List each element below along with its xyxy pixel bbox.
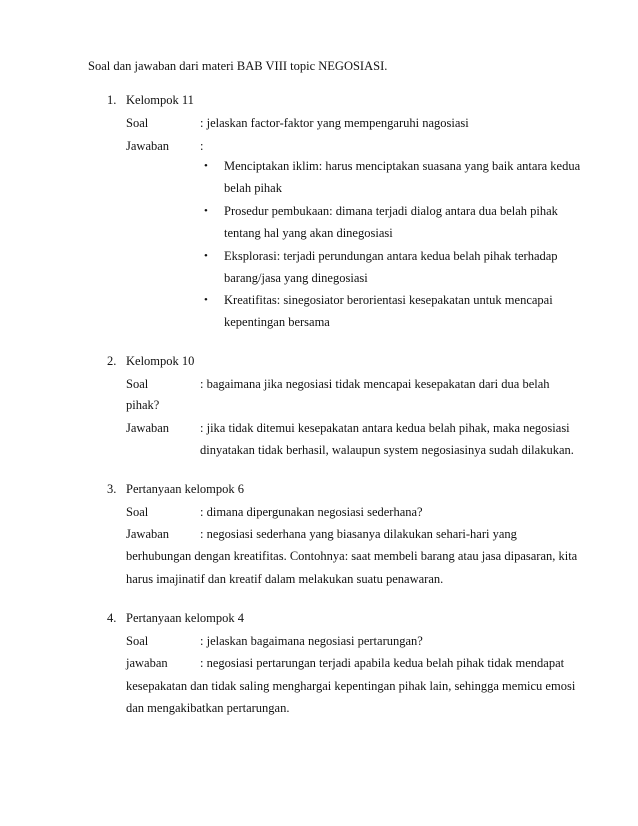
bullet-icon: • [204, 250, 208, 262]
jawaban-text-cont: harus imajinatif dan kreatif dalam melakukan suatu penawaran. [126, 572, 444, 586]
soal-label: Soal [126, 505, 149, 519]
jawaban-text-cont: kesepakatan dan tidak saling menghargai kepentingan pihak lain, sehingga memicu emosi [126, 679, 576, 693]
bullet-text-cont: tentang hal yang akan dinegosiasi [224, 226, 393, 240]
jawaban-label: Jawaban [126, 139, 170, 153]
bullet-icon: • [204, 294, 208, 306]
soal-text: : dimana dipergunakan negosiasi sederhana? [200, 505, 423, 519]
document-title: Soal dan jawaban dari materi BAB VIII topic NEGOSIASI. [88, 59, 388, 73]
soal-label: Soal [126, 634, 149, 648]
bullet-icon: • [204, 205, 208, 217]
jawaban-colon: : [200, 139, 204, 153]
bullet-text: Kreatifitas: sinegosiator berorientasi kesepakatan untuk mencapai [224, 293, 553, 307]
bullet-text: Menciptakan iklim: harus menciptakan suasana yang baik antara kedua [224, 159, 581, 173]
jawaban-text: : jika tidak ditemui kesepakatan antara kedua belah pihak, maka negosiasi [200, 421, 570, 435]
soal-text: : bagaimana jika negosiasi tidak mencapai kesepakatan dari dua belah [200, 377, 550, 391]
item-number: 3. [107, 482, 117, 496]
item-number: 4. [107, 611, 117, 625]
jawaban-text-cont: berhubungan dengan kreatifitas. Contohnya: saat membeli barang atau jasa dipasaran, kita [126, 549, 578, 563]
bullet-text-cont: barang/jasa yang dinegosiasi [224, 271, 368, 285]
soal-label: Soal [126, 377, 149, 391]
bullet-icon: • [204, 160, 208, 172]
bullet-text-cont: kepentingan bersama [224, 315, 330, 329]
jawaban-label: jawaban [126, 656, 168, 670]
jawaban-text-cont: dinyatakan tidak berhasil, walaupun system negosiasinya sudah dilakukan. [200, 443, 574, 457]
jawaban-label: Jawaban [126, 527, 170, 541]
jawaban-label: Jawaban [126, 421, 170, 435]
jawaban-text: : negosiasi pertarungan terjadi apabila kedua belah pihak tidak mendapat [200, 656, 565, 670]
item-heading: Pertanyaan kelompok 6 [126, 482, 245, 496]
item-heading: Kelompok 10 [126, 354, 195, 368]
bullet-text-cont: belah pihak [224, 181, 282, 195]
item-heading: Kelompok 11 [126, 93, 194, 107]
item-number: 1. [107, 93, 117, 107]
soal-text: : jelaskan factor-faktor yang mempengaruhi nagosiasi [200, 116, 469, 130]
soal-text: : jelaskan bagaimana negosiasi pertarungan? [200, 634, 423, 648]
soal-label: Soal [126, 116, 149, 130]
jawaban-text-cont: dan mengakibatkan pertarungan. [126, 701, 290, 715]
jawaban-text: : negosiasi sederhana yang biasanya dilakukan sehari-hari yang [200, 527, 517, 541]
bullet-text: Prosedur pembukaan: dimana terjadi dialog antara dua belah pihak [224, 204, 558, 218]
bullet-text: Eksplorasi: terjadi perundungan antara kedua belah pihak terhadap [224, 249, 558, 263]
item-heading: Pertanyaan kelompok 4 [126, 611, 245, 625]
item-number: 2. [107, 354, 117, 368]
soal-text-cont: pihak? [126, 398, 160, 412]
